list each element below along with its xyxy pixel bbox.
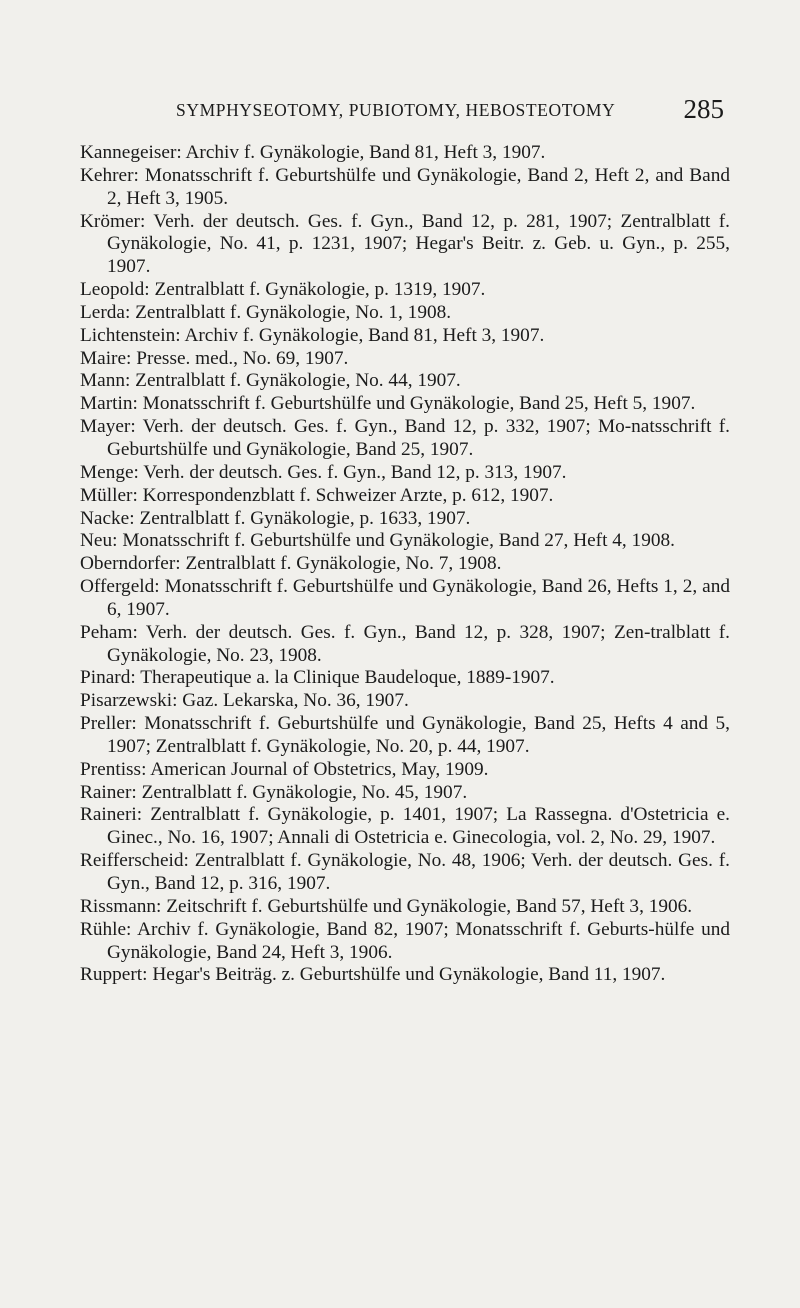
bibliography-entry bbox=[80, 462, 730, 485]
bibliography-entry bbox=[80, 804, 730, 850]
bibliography-entry bbox=[80, 667, 730, 690]
page-number: 285 bbox=[683, 94, 724, 124]
bibliography-list bbox=[80, 142, 730, 987]
bibliography-entry bbox=[80, 759, 730, 782]
bibliography-entry bbox=[80, 553, 730, 576]
entry-author: Mayer: bbox=[80, 416, 136, 438]
entry-citation: Archiv f. Gynäkologie, Band 82, 1907; Monatsschrift f. Geburts-hülfe und Gynäkologie, Band 24, Heft 3, 1906. bbox=[107, 918, 730, 963]
entry-author: Lerda: bbox=[80, 301, 131, 323]
entry-citation: Monatsschrift f. Geburtshülfe und Gynäkologie, Band 27, Heft 4, 1908. bbox=[122, 530, 675, 552]
entry-citation: Verh. der deutsch. Ges. f. Gyn., Band 12, p. 281, 1907; Zentralblatt f. Gynäkologie, No. 41, p. 1231, 1907; Hegar's Beitr. z. Geb. u. Gyn., p. 255, 1907. bbox=[107, 210, 730, 278]
bibliography-entry bbox=[80, 211, 730, 280]
entry-citation: Monatsschrift f. Geburtshülfe und Gynäkologie, Band 26, Hefts 1, 2, and 6, 1907. bbox=[107, 576, 731, 620]
entry-author: Oberndorfer: bbox=[80, 553, 181, 575]
entry-citation: Monatsschrift f. Geburtshülfe und Gynäkologie, Band 2, Heft 2, and Band 2, Heft 3, 1905. bbox=[107, 164, 730, 209]
entry-citation: Zentralblatt f. Gynäkologie, p. 1401, 1907; La Rassegna. d'Ostetricia e. Ginec., No. 16, 1907; Annali di Ostetricia e. Ginecologia, vol. 2, No. 29, 1907. bbox=[107, 804, 730, 849]
bibliography-entry bbox=[80, 919, 730, 965]
entry-author: Rissmann: bbox=[80, 895, 162, 917]
entry-author: Peham: bbox=[80, 621, 138, 643]
bibliography-entry bbox=[80, 370, 730, 393]
entry-author: Mann: bbox=[80, 370, 131, 392]
bibliography-entry bbox=[80, 622, 730, 668]
bibliography-entry bbox=[80, 279, 730, 302]
entry-author: Offergeld: bbox=[80, 576, 160, 598]
entry-author: Pisarzewski: bbox=[80, 690, 178, 712]
bibliography-entry bbox=[80, 530, 730, 553]
entry-author: Rühle: bbox=[80, 918, 132, 940]
bibliography-entry bbox=[80, 348, 730, 371]
entry-citation: Verh. der deutsch. Ges. f. Gyn., Band 12, p. 328, 1907; Zen-tralblatt f. Gynäkologie, No. 23, 1908. bbox=[107, 621, 730, 666]
entry-citation: Gaz. Lekarska, No. 36, 1907. bbox=[182, 690, 409, 712]
bibliography-entry bbox=[80, 713, 730, 759]
entry-citation: Zentralblatt f. Gynäkologie, No. 44, 1907. bbox=[135, 370, 461, 392]
bibliography-entry bbox=[80, 485, 730, 508]
bibliography-entry bbox=[80, 416, 730, 462]
entry-author: Kannegeiser: bbox=[80, 142, 182, 163]
entry-author: Reifferscheid: bbox=[80, 850, 189, 872]
bibliography-entry bbox=[80, 576, 730, 622]
entry-author: Prentiss: bbox=[80, 758, 147, 780]
entry-author: Nacke: bbox=[80, 507, 135, 529]
entry-citation: Monatsschrift f. Geburtshülfe und Gynäkologie, Band 25, Hefts 4 and 5, 1907; Zentralblatt f. Gynäkologie, No. 20, p. 44, 1907. bbox=[107, 713, 730, 757]
entry-citation: Zentralblatt f. Gynäkologie, No. 48, 1906; Verh. der deutsch. Ges. f. Gyn., Band 12, p. 316, 1907. bbox=[107, 850, 730, 894]
bibliography-entry bbox=[80, 302, 730, 325]
bibliography-entry bbox=[80, 508, 730, 531]
entry-author: Leopold: bbox=[80, 279, 150, 301]
entry-author: Raineri: bbox=[80, 804, 143, 826]
entry-author: Müller: bbox=[80, 484, 138, 506]
entry-author: Menge: bbox=[80, 461, 139, 483]
entry-citation: Archiv f. Gynäkologie, Band 81, Heft 3, 1907. bbox=[185, 142, 546, 163]
entry-citation: Verh. der deutsch. Ges. f. Gyn., Band 12, p. 313, 1907. bbox=[143, 461, 567, 483]
entry-author: Lichtenstein: bbox=[80, 324, 181, 346]
bibliography-entry bbox=[80, 325, 730, 348]
entry-citation: Archiv f. Gynäkologie, Band 81, Heft 3, 1907. bbox=[184, 324, 545, 346]
entry-citation: Hegar's Beiträg. z. Geburtshülfe und Gynäkologie, Band 11, 1907. bbox=[152, 964, 666, 986]
entry-citation: Zentralblatt f. Gynäkologie, No. 7, 1908. bbox=[185, 553, 502, 575]
bibliography-entry bbox=[80, 165, 730, 211]
entry-author: Neu: bbox=[80, 530, 118, 552]
entry-citation: Zeitschrift f. Geburtshülfe und Gynäkologie, Band 57, Heft 3, 1906. bbox=[166, 895, 693, 917]
entry-author: Pinard: bbox=[80, 667, 136, 689]
bibliography-entry bbox=[80, 850, 730, 896]
entry-author: Ruppert: bbox=[80, 964, 148, 986]
bibliography-entry bbox=[80, 964, 730, 987]
entry-citation: Presse. med., No. 69, 1907. bbox=[136, 347, 349, 369]
entry-citation: Verh. der deutsch. Ges. f. Gyn., Band 12, p. 332, 1907; Mo-natsschrift f. Geburtshülfe und Gynäkologie, Band 25, 1907. bbox=[107, 416, 730, 460]
entry-citation: Therapeutique a. la Clinique Baudeloque, 1889-1907. bbox=[140, 667, 555, 689]
entry-citation: Zentralblatt f. Gynäkologie, No. 45, 1907. bbox=[141, 781, 468, 803]
entry-author: Rainer: bbox=[80, 781, 137, 803]
bibliography-entry bbox=[80, 142, 730, 165]
entry-citation: Zentralblatt f. Gynäkologie, No. 1, 1908. bbox=[135, 301, 452, 323]
entry-citation: Zentralblatt f. Gynäkologie, p. 1633, 1907. bbox=[139, 507, 471, 529]
bibliography-entry bbox=[80, 393, 730, 416]
entry-citation: American Journal of Obstetrics, May, 1909. bbox=[150, 758, 489, 780]
entry-citation: Korrespondenzblatt f. Schweizer Arzte, p. 612, 1907. bbox=[142, 484, 554, 506]
entry-citation: Monatsschrift f. Geburtshülfe und Gynäkologie, Band 25, Heft 5, 1907. bbox=[142, 393, 696, 415]
entry-author: Preller: bbox=[80, 713, 137, 735]
entry-author: Krömer: bbox=[80, 210, 146, 232]
bibliography-entry bbox=[80, 690, 730, 713]
entry-author: Kehrer: bbox=[80, 164, 139, 186]
bibliography-entry bbox=[80, 896, 730, 919]
page-header bbox=[176, 94, 724, 128]
running-title: SYMPHYSEOTOMY, PUBIOTOMY, HEBOSTEOTOMY bbox=[176, 100, 616, 120]
entry-citation: Zentralblatt f. Gynäkologie, p. 1319, 1907. bbox=[154, 279, 486, 301]
entry-author: Martin: bbox=[80, 393, 138, 415]
bibliography-entry bbox=[80, 782, 730, 805]
entry-author: Maire: bbox=[80, 347, 132, 369]
